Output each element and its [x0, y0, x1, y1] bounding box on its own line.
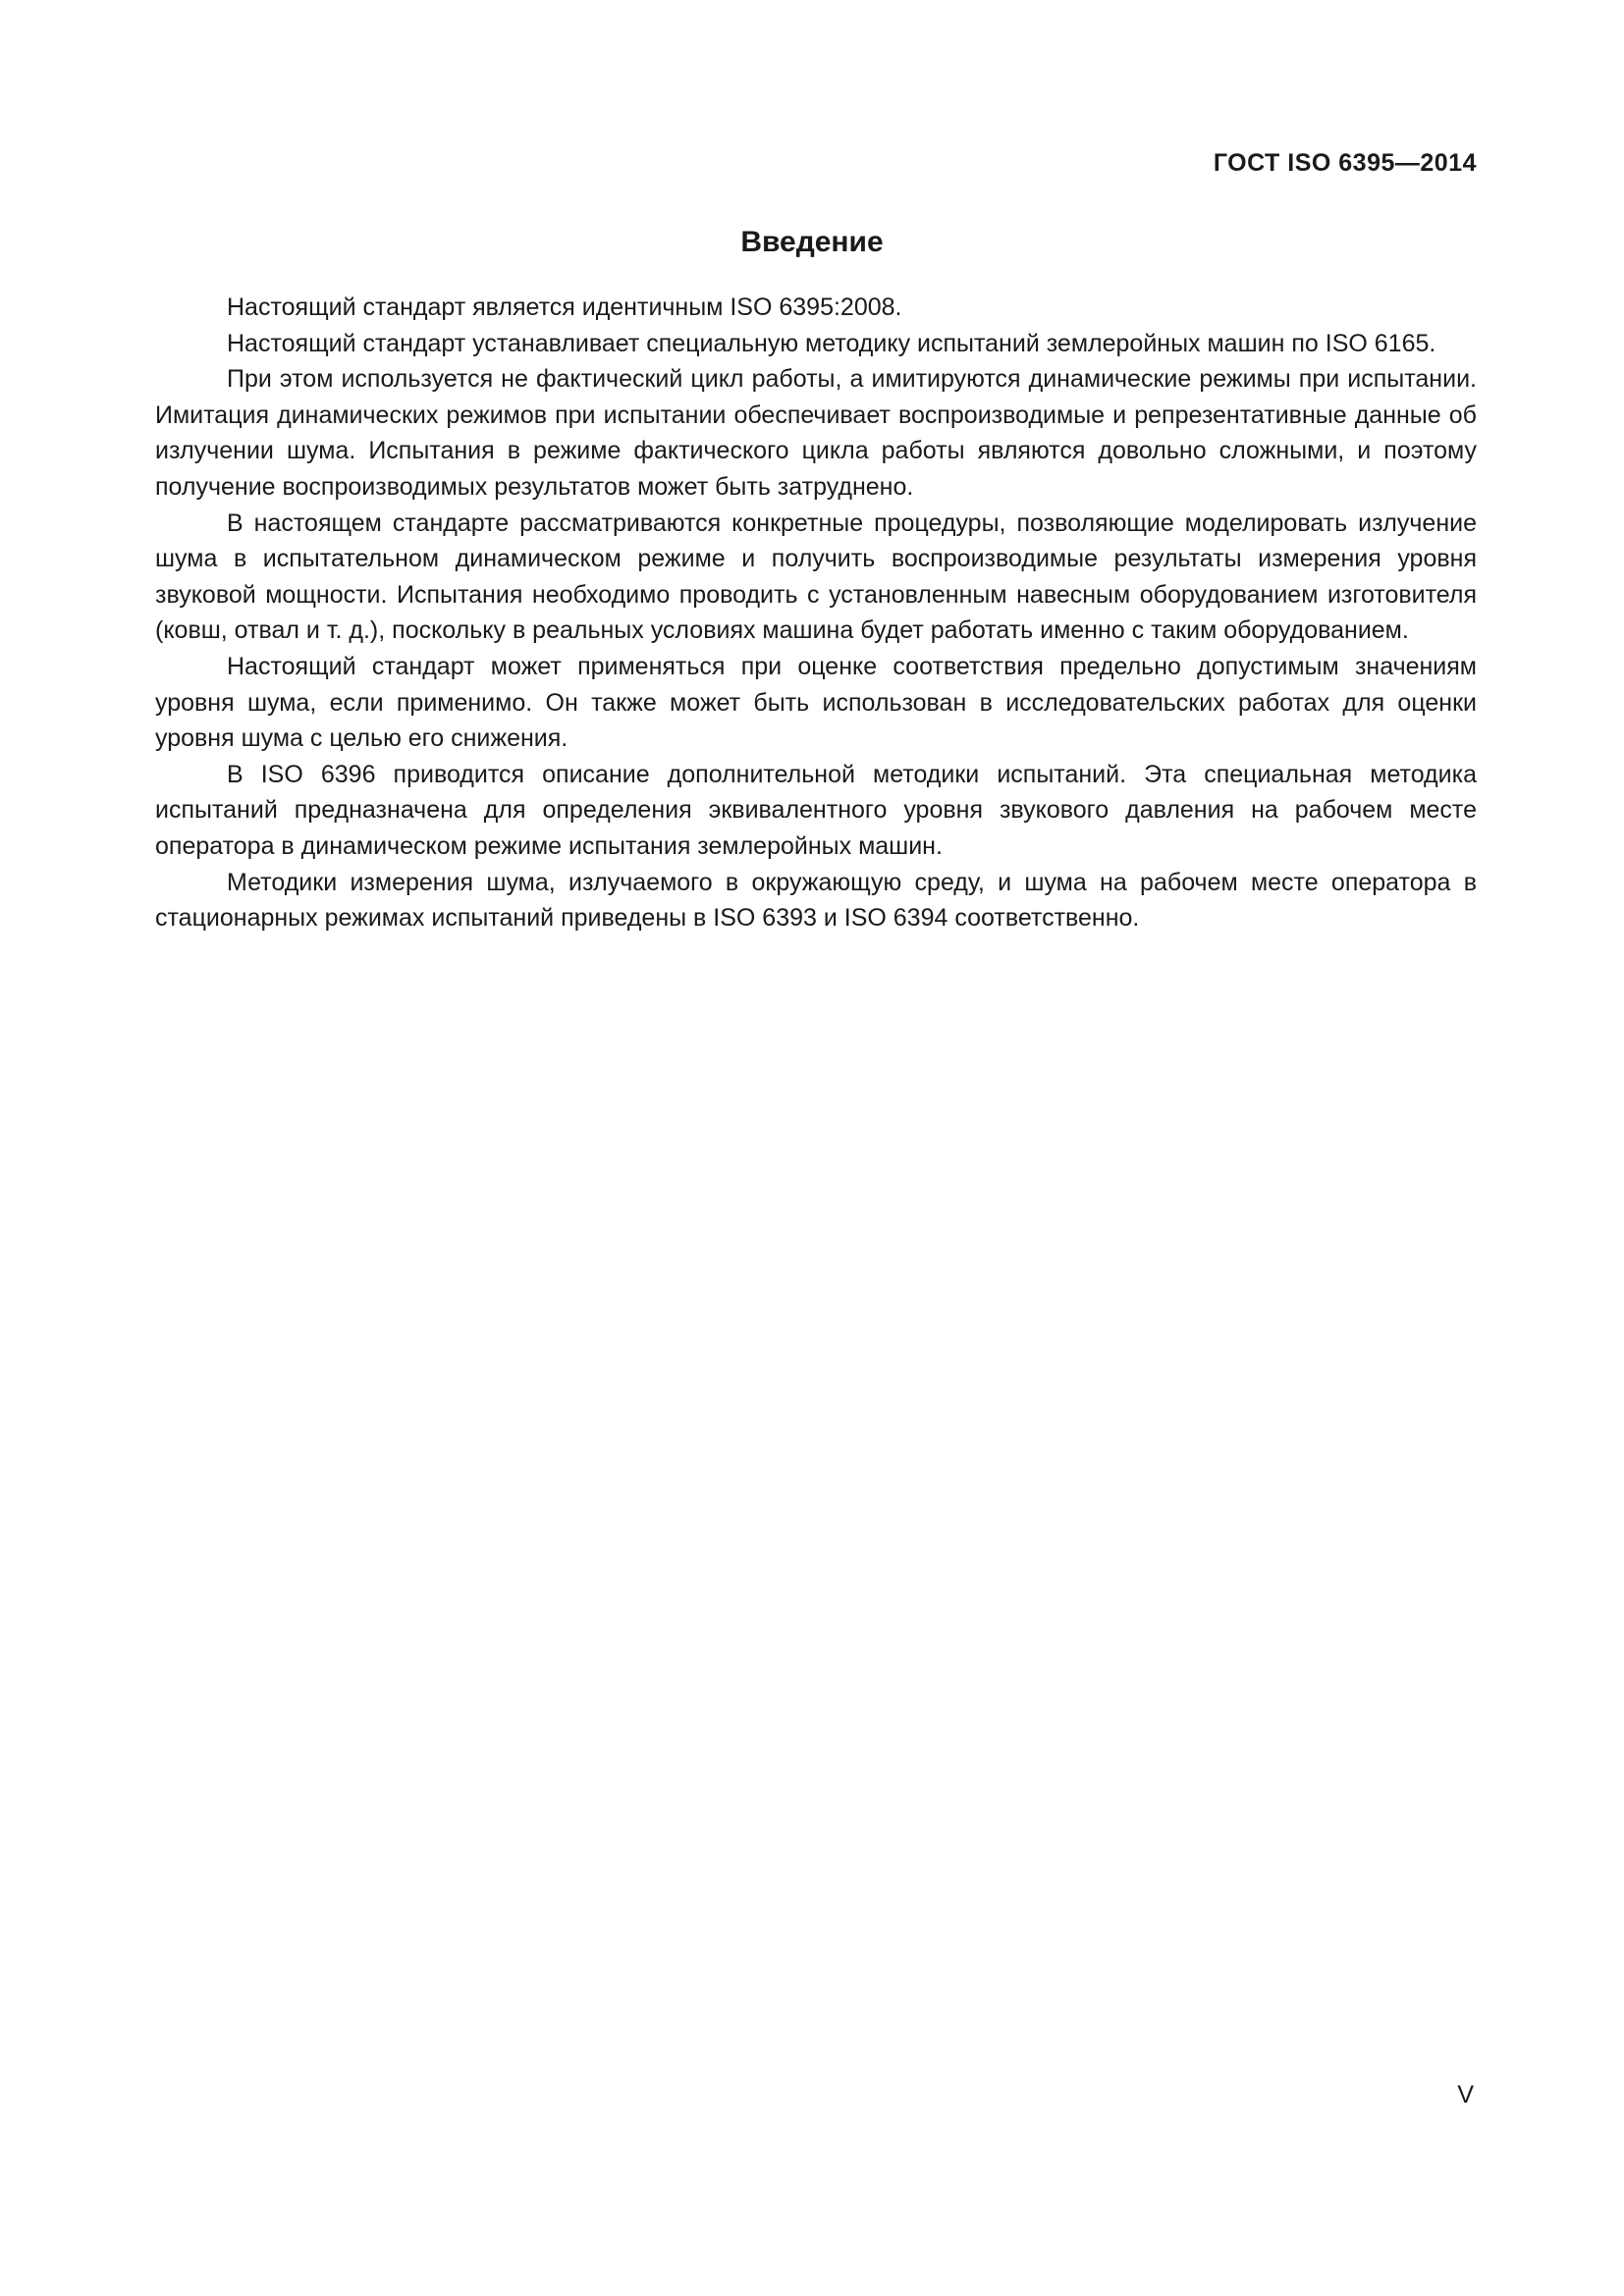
- paragraph: Методики измерения шума, излучаемого в окружающую среду, и шума на рабочем месте оператора в стационарных режимах испытаний приведены в ISO 6393 и ISO 6394 соответственно.: [155, 868, 1477, 933]
- paragraph: Настоящий стандарт устанавливает специальную методику испытаний землеройных машин по ISO 6165.: [227, 329, 1436, 357]
- document-header-id: ГОСТ ISO 6395—2014: [1213, 149, 1477, 177]
- page-number: V: [1457, 2081, 1474, 2109]
- paragraph: В настоящем стандарте рассматриваются конкретные процедуры, позволяющие моделировать излучение шума в испытательном динамическом режиме и получить воспроизводимые результаты измерения уровня звуковой мощности. Испытания необходимо проводить с установленным навесным оборудованием изготовителя (ковш, отвал и т. д.), поскольку в реальных условиях машина будет работать именно с таким оборудованием.: [155, 508, 1477, 645]
- paragraph: Настоящий стандарт может применяться при оценке соответствия предельно допустимым значениям уровня шума, если применимо. Он также может быть использован в исследовательских работах для оценки уровня шума с целью его снижения.: [155, 652, 1477, 753]
- section-title: Введение: [740, 226, 884, 258]
- paragraph: При этом используется не фактический цикл работы, а имитируются динамические режимы при испытании. Имитация динамических режимов при испытании обеспечивает воспроизводимые и репрезентативные данные об излучении шума. Испытания в режиме фактического цикла работы являются довольно сложными, и поэтому получение воспроизводимых результатов может быть затруднено.: [155, 365, 1477, 501]
- paragraph: Настоящий стандарт является идентичным ISO 6395:2008.: [227, 294, 902, 321]
- introduction-body: [155, 290, 1477, 936]
- paragraph: В ISO 6396 приводится описание дополнительной методики испытаний. Эта специальная методика испытаний предназначена для определения эквивалентного уровня звукового давления на рабочем месте оператора в динамическом режиме испытания землеройных машин.: [155, 760, 1477, 860]
